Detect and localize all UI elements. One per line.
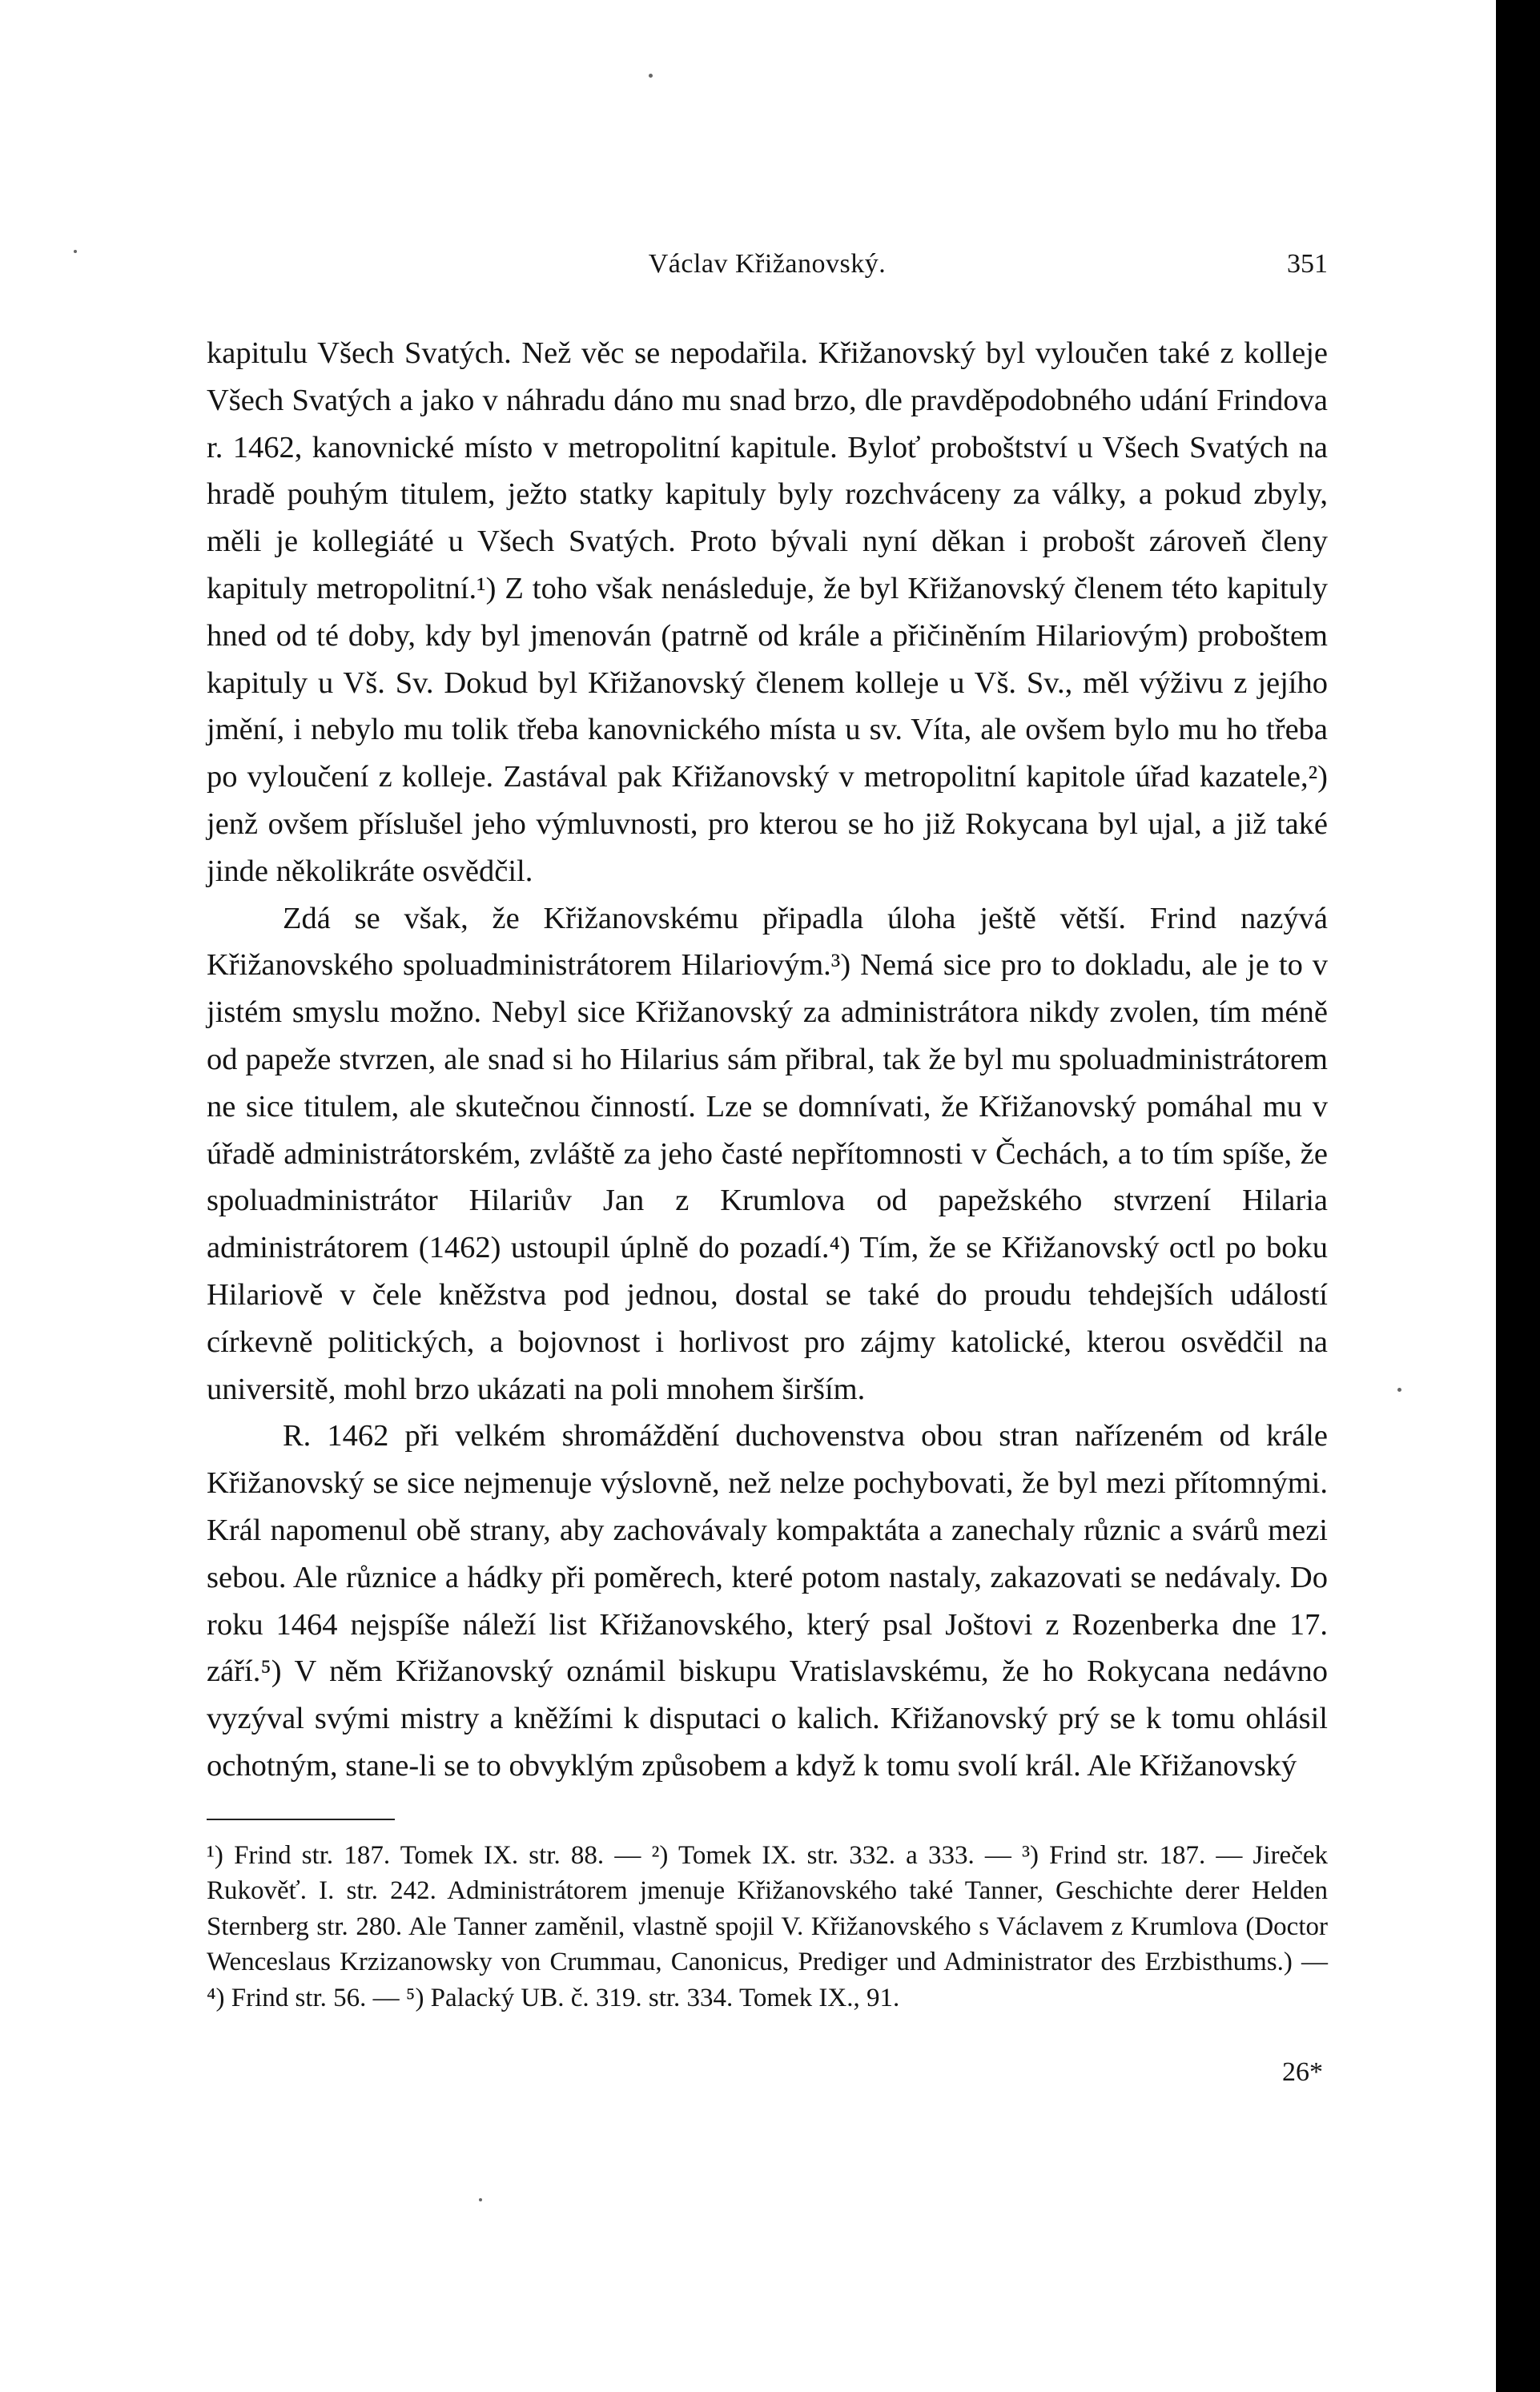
running-head: [207, 240, 1328, 288]
paragraph: Zdá se však, že Křižanovskému připadla úloha ještě větší. Frind nazývá Křižanovského spoluadministrátorem Hilariovým.³) Nemá sice pro to dokladu, ale je to v jistém smyslu možno. Nebyl sice Křižanovský za administrátora nikdy zvolen, tím méně od papeže stvrzen, ale snad si ho Hilarius sám přibral, tak že byl mu spoluadministrátorem ne sice titulem, ale skutečnou činností. Lze se domnívati, že Křižanovský pomáhal mu v úřadě administrátorském, zvláště za jeho časté nepřítomnosti v Čechách, a to tím spíše, že spoluadministrátor Hilariův Jan z Krumlova od papežského stvrzení Hilaria administrátorem (1462) ustoupil úplně do pozadí.⁴) Tím, že se Křižanovský octl po boku Hilariově v čele kněžstva pod jednou, dostal se také do proudu tehdejších událostí církevně politických, a bojovnost i horlivost pro zájmy katolické, kterou osvědčil na universitě, mohl brzo ukázati na poli mnohem širším.: [207, 901, 1328, 1406]
running-title: Václav Křižanovský.: [648, 249, 887, 279]
paragraph: kapitulu Všech Svatých. Než věc se nepodařila. Křižanovský byl vyloučen také z kolleje Všech Svatých a jako v náhradu dáno mu snad brzo, dle pravděpodobného udání Frindova r. 1462, kanovnické místo v metropolitní kapitule. Byloť proboštství u Všech Svatých na hradě pouhým titulem, ježto statky kapituly byly rozchváceny za války, a pokud zbyly, měli je kollegiáté u Všech Svatých. Proto bývali nyní děkan i probošt zároveň členy kapituly metropolitní.¹) Z toho však nenásleduje, že byl Křižanovský členem této kapituly hned od té doby, kdy byl jmenován (patrně od krále a přičiněním Hilariovým) proboštem kapituly u Vš. Sv. Dokud byl Křižanovský členem kolleje u Vš. Sv., měl výživu z jejího jmění, i nebylo mu tolik třeba kanovnického místa u sv. Víta, ale ovšem bylo mu ho třeba po vyloučení z kolleje. Zastával pak Křižanovský v metropolitní kapitole úřad kazatele,²) jenž ovšem příslušel jeho výmluvnosti, pro kterou se ho již Rokycana byl ujal, a již také jinde několikráte osvědčil.: [207, 336, 1328, 888]
signature-mark: 26*: [1282, 2057, 1323, 2088]
body-text: [207, 330, 1328, 1790]
footnote-separator: [207, 1819, 395, 1820]
paragraph: R. 1462 při velkém shromáždění duchovenstva obou stran nařízeném od krále Křižanovský se sice nejmenuje výslovně, než nelze pochybovati, že byl mezi přítomnými. Král napomenul obě strany, aby zachovávaly kompaktáta a zanechaly různic a svárů mezi sebou. Ale různice a hádky při poměrech, které potom nastaly, zakazovati se nedávaly. Do roku 1464 nejspíše náleží list Křižanovského, který psal Joštovi z Rozenberka dne 17. září.⁵) V něm Křižanovský oznámil biskupu Vratislavskému, že ho Rokycana nedávno vyzýval svými mistry a kněžími k disputaci o kalich. Křižanovský prý se k tomu ohlásil ochotným, stane-li se to obvyklým způsobem a když k tomu svolí král. Ale Křižanovský: [207, 1419, 1328, 1783]
footnotes: ¹) Frind str. 187. Tomek IX. str. 88. — ²) Tomek IX. str. 332. a 333. — ³) Frind str. 187. — Jireček Rukověť. I. str. 242. Administrátorem jmenuje Křižanovského také Tanner, Geschichte derer Helden Sternberg str. 280. Ale Tanner zaměnil, vlastně spojil V. Křižanovského s Václavem z Krumlova (Doctor Wenceslaus Krzizanowsky von Crummau, Canonicus, Prediger und Administrator des Erzbisthums.) — ⁴) Frind str. 56. — ⁵) Palacký UB. č. 319. str. 334. Tomek IX., 91.: [207, 1840, 1328, 2012]
scan-dust-speck: [649, 74, 653, 78]
scan-dust-speck: [74, 250, 77, 253]
page-content: [207, 240, 1328, 2088]
page-number: 351: [1287, 249, 1328, 279]
scan-dust-speck: [1397, 1388, 1401, 1392]
scan-dust-speck: [479, 2198, 482, 2201]
